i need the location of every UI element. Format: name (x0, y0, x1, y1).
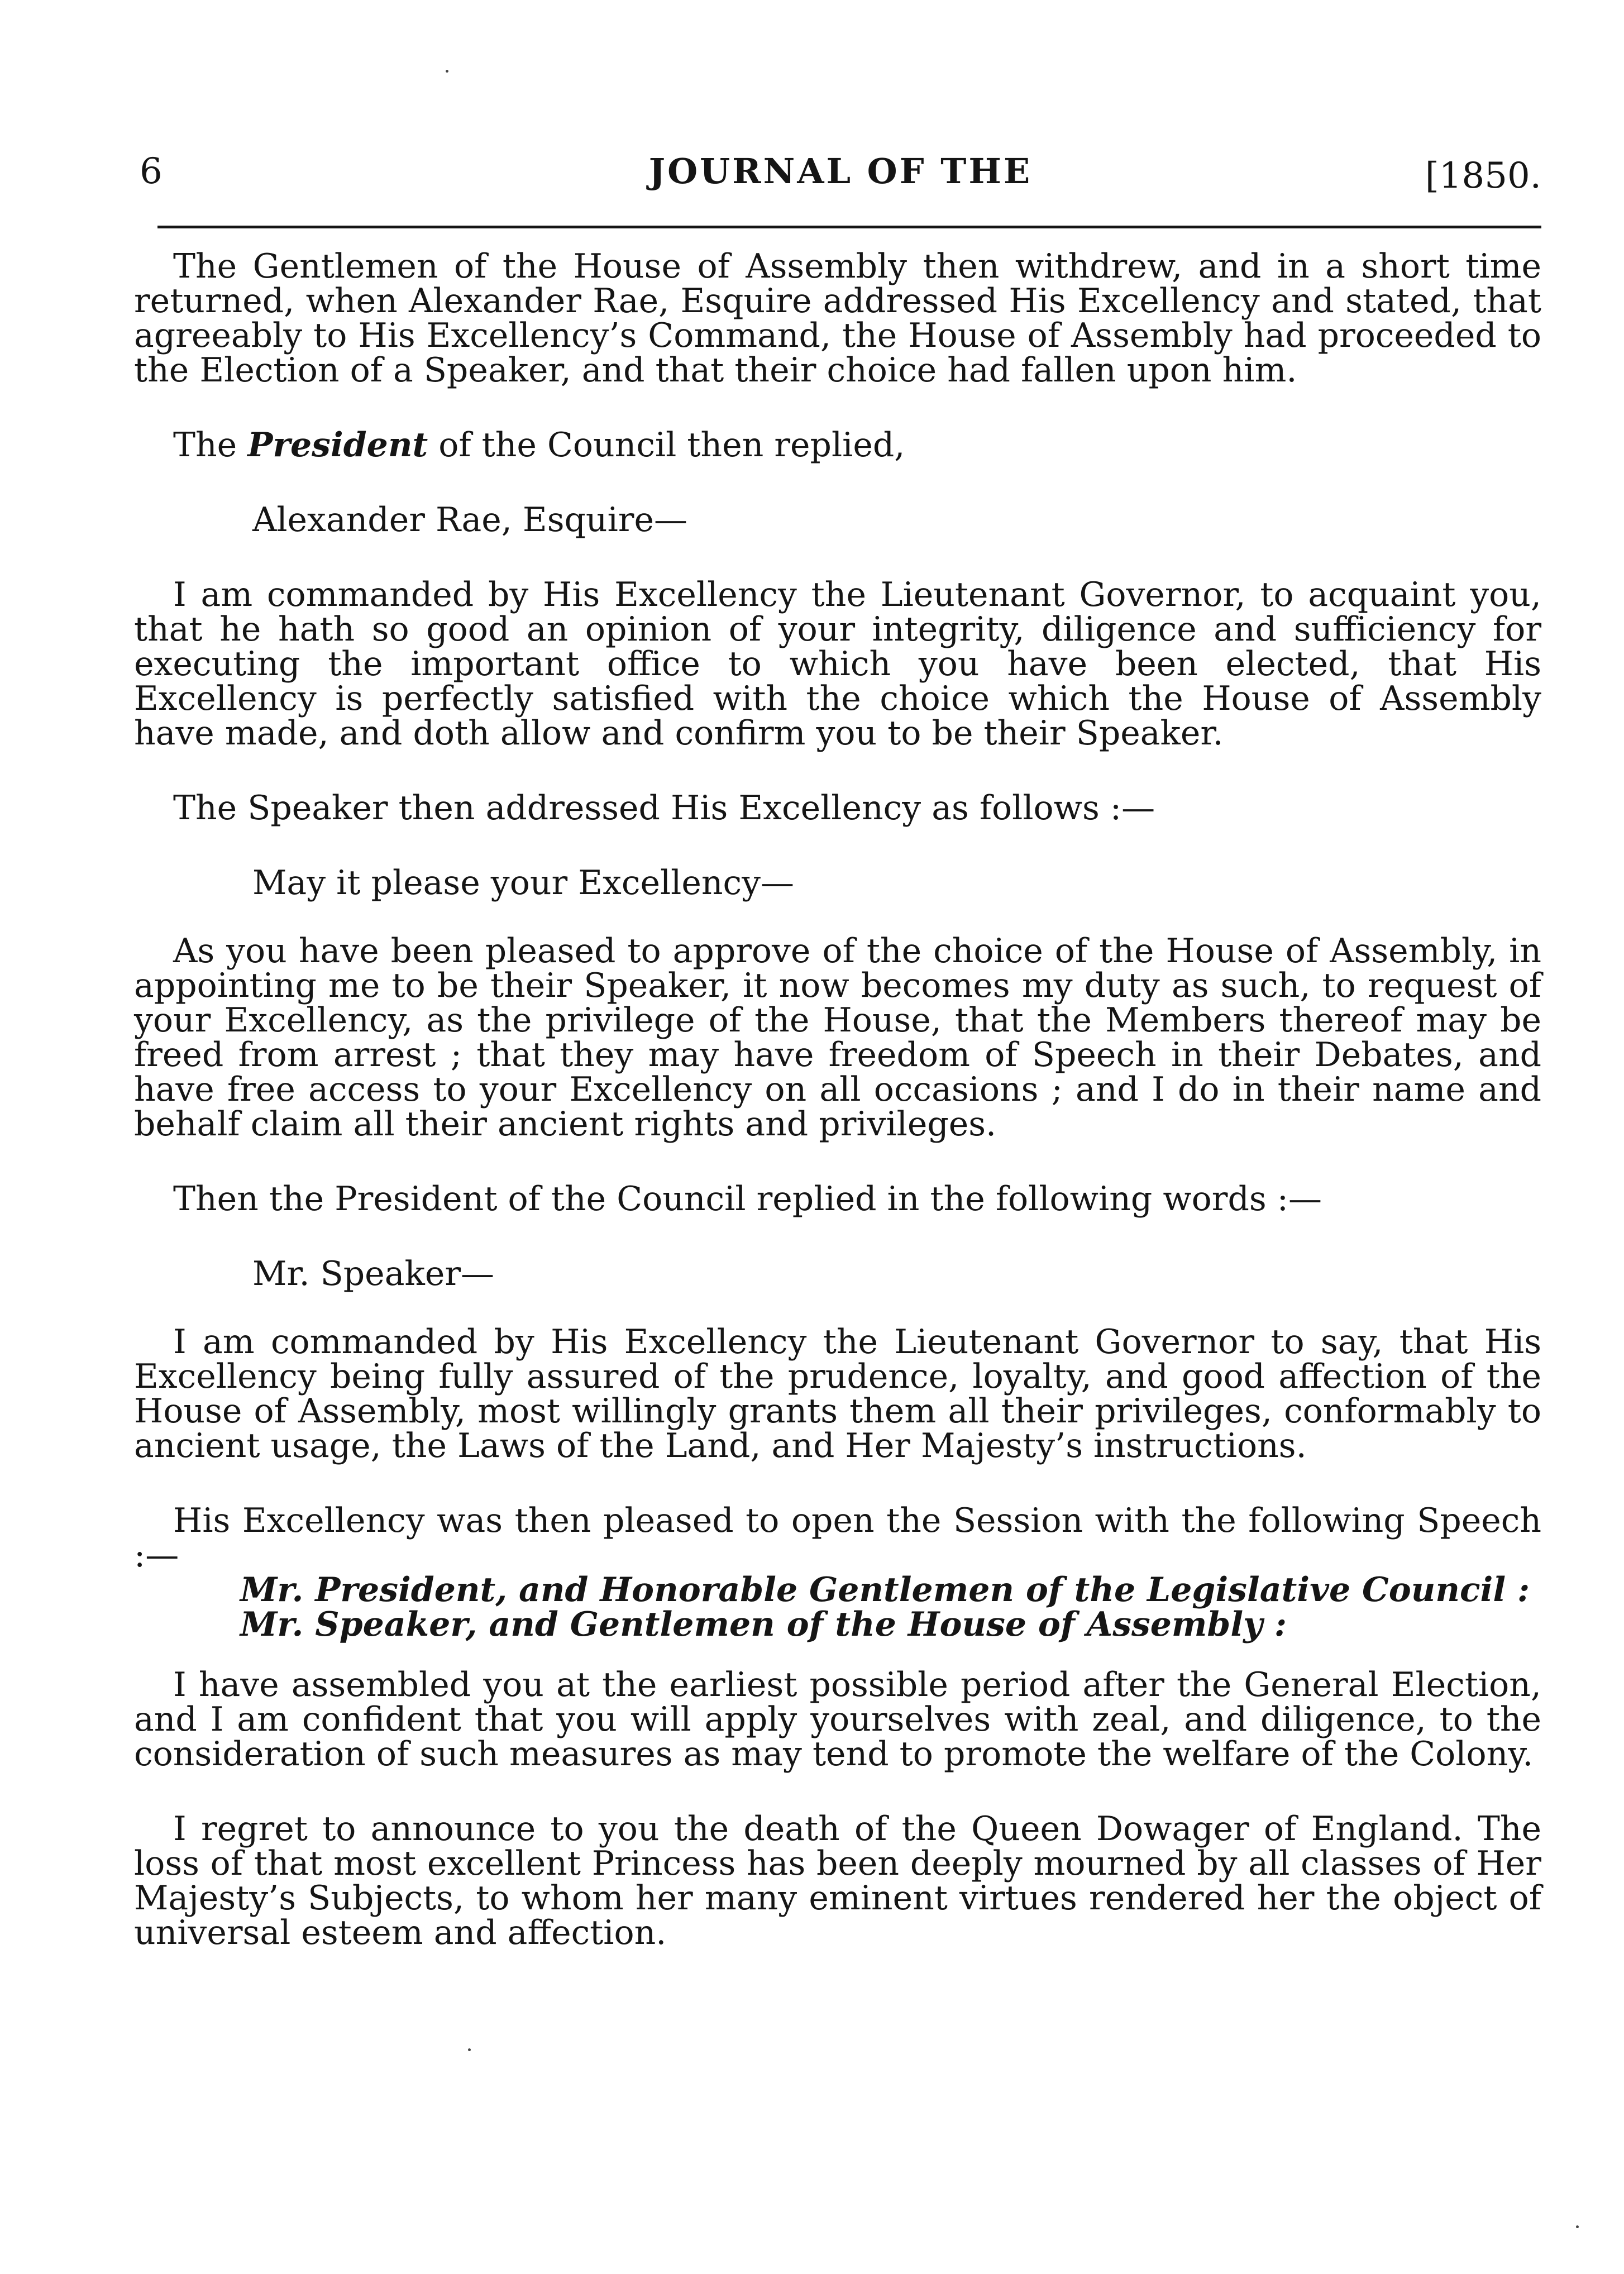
president-replied-start: The (173, 426, 248, 465)
president-emphasis: President (247, 426, 428, 465)
paragraph-president-words: Then the President of the Council replied in the following words :— (173, 1179, 1322, 1219)
paragraph-assembled: I have assembled you at the earliest possible period after the General Election, and I am confident that you will apply yourselves with zeal, and diligence, to the consideration of such measures as may tend to promote the welfare of the Colony. (134, 1665, 1541, 1774)
paragraph-queen-dowager: I regret to announce to you the death of the Queen Dowager of England. The loss of that most excellent Princess has been deeply mourned by all classes of Her Majesty’s Subjects, to whom her many eminent virtues rendered her the object of universal esteem and affection. (134, 1809, 1541, 1952)
header-rule (157, 226, 1541, 228)
page-header (140, 146, 1541, 197)
heading-house-of-assembly: Mr. Speaker, and Gentlemen of the House of Assembly : (240, 1605, 1287, 1644)
page-body (134, 249, 1541, 1950)
paragraph-open-session: His Excellency was then pleased to open the Session with the following Speech :— (134, 1501, 1541, 1575)
running-title: JOURNAL OF THE (648, 151, 1033, 192)
paragraph-assembly-withdrew: The Gentlemen of the House of Assembly then withdrew, and in a short time returned, when Alexander Rae, Esquire addressed His Excellency and stated, that agreeably to His Excellency’s Command, the House of Assembly had proceeded to the Election of a Speaker, and that their choice had fallen upon him. (134, 247, 1541, 390)
president-replied-end: of the Council then replied, (428, 426, 905, 465)
address-alexander-rae: Alexander Rae, Esquire— (252, 500, 687, 539)
print-speck (446, 70, 448, 73)
paragraph-commanded-acquaint: I am commanded by His Excellency the Lieutenant Governor, to acquaint you, that he hath so good an opinion of your integrity, diligence and sufficiency for executing the important office to which you have been elected, that His Excellency is perfectly satisfied with the choice which the House of Assembly have made, and doth allow and confirm you to be their Speaker. (134, 575, 1541, 753)
paragraph-president-replied (134, 426, 1541, 465)
header-year: [1850. (1425, 155, 1541, 197)
print-speck (1576, 2225, 1579, 2228)
address-your-excellency: May it please your Excellency— (252, 863, 794, 902)
address-mr-speaker: Mr. Speaker— (252, 1254, 495, 1293)
paragraph-speaker-addressed: The Speaker then addressed His Excellency as follows :— (173, 789, 1155, 828)
heading-legislative-council: Mr. President, and Honorable Gentlemen of the Legislative Council : (240, 1570, 1530, 1609)
paragraph-speaker-request: As you have been pleased to approve of the choice of the House of Assembly, in appointing me to be their Speaker, it now becomes my duty as such, to request of your Excellency, as the privilege of the House, that the Members thereof may be freed from arrest ; that they may have freedom of Speech in their Debates, and have free access to your Excellency on all occasions ; and I do in their name and behalf claim all their ancient rights and privileges. (134, 931, 1541, 1144)
print-speck (468, 2048, 471, 2051)
paragraph-privileges-granted: I am commanded by His Excellency the Lieutenant Governor to say, that His Excellency being fully assured of the prudence, loyalty, and good affection of the House of Assembly, most willingly grants them all their privileges, conformably to ancient usage, the Laws of the Land, and Her Majesty’s instructions. (134, 1322, 1541, 1465)
page-number: 6 (140, 151, 163, 192)
